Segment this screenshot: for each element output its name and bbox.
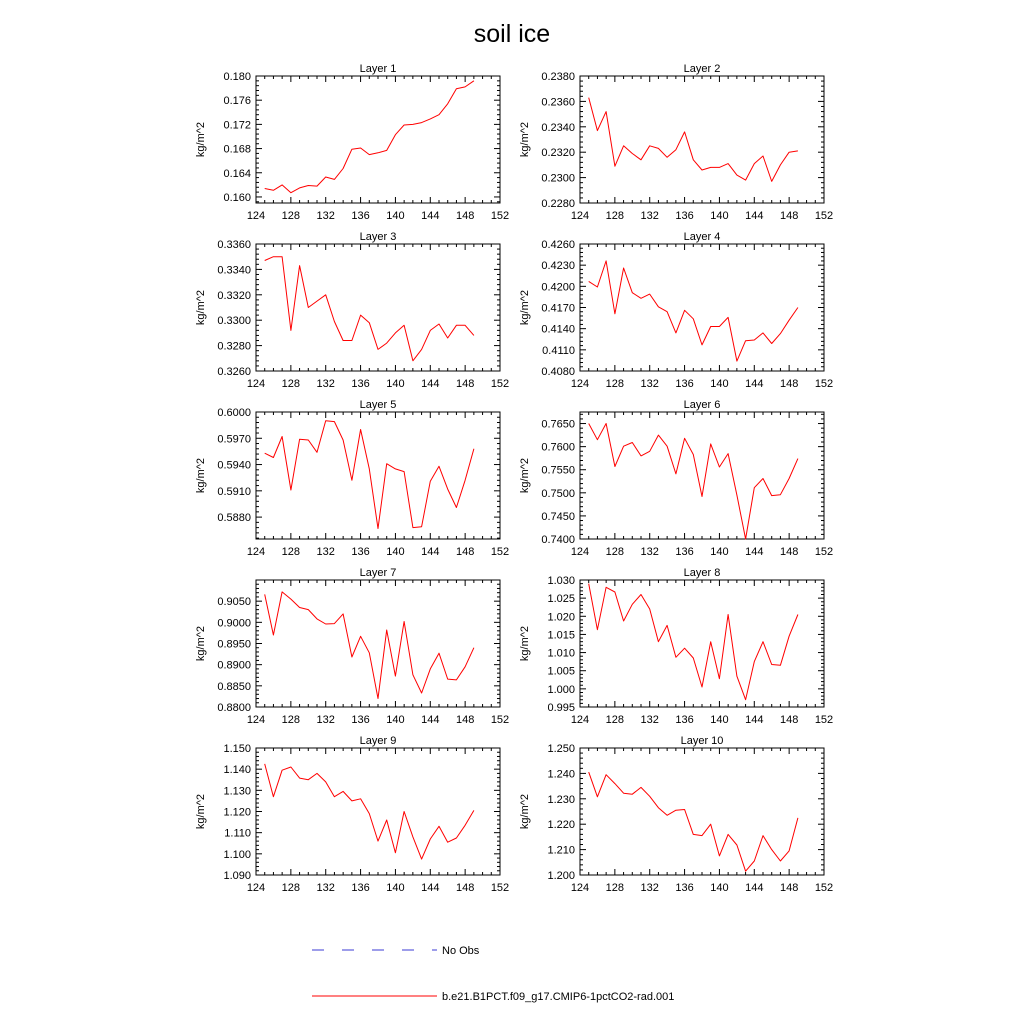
x-tick-label: 144 <box>421 546 440 558</box>
y-tick-label: 0.180 <box>223 71 251 83</box>
y-axis-label: kg/m^2 <box>195 457 207 494</box>
plot-frame <box>580 412 824 539</box>
panel-title: Layer 2 <box>683 63 721 75</box>
x-tick-label: 132 <box>316 378 335 390</box>
x-tick-label: 136 <box>675 378 694 390</box>
x-tick-label: 136 <box>351 378 370 390</box>
x-tick-label: 124 <box>246 714 266 726</box>
y-tick-label: 0.8900 <box>217 659 251 672</box>
panel-layer-5 <box>195 399 509 558</box>
y-axis-label: kg/m^2 <box>195 289 207 326</box>
plot-frame <box>256 580 500 707</box>
series-line <box>589 772 798 871</box>
x-tick-label: 148 <box>779 210 799 222</box>
plot-frame <box>256 412 500 539</box>
x-tick-label: 144 <box>745 378 764 390</box>
panel-layer-3 <box>195 231 509 390</box>
figure-title: soil ice <box>473 20 551 48</box>
y-tick-label: 0.4110 <box>542 344 575 357</box>
y-tick-label: 1.110 <box>224 827 251 840</box>
y-tick-label: 0.7600 <box>541 441 575 454</box>
y-tick-label: 0.3360 <box>217 239 251 251</box>
y-tick-label: 0.7650 <box>541 418 575 431</box>
y-tick-label: 0.2340 <box>541 121 575 134</box>
x-tick-label: 124 <box>246 210 266 222</box>
y-tick-label: 0.5970 <box>217 433 251 446</box>
x-tick-label: 140 <box>710 882 729 894</box>
panel-title: Layer 7 <box>359 567 397 579</box>
x-tick-label: 124 <box>246 378 266 390</box>
legend-label-model: b.e21.B1PCT.f09_g17.CMIP6-1pctCO2-rad.001 <box>442 991 675 1003</box>
y-tick-label: 1.150 <box>223 743 251 755</box>
y-tick-label: 0.4170 <box>541 302 575 315</box>
y-tick-label: 1.100 <box>223 848 251 861</box>
x-tick-label: 136 <box>351 210 370 222</box>
x-tick-label: 144 <box>421 714 440 726</box>
x-tick-label: 152 <box>814 378 834 390</box>
x-tick-label: 136 <box>675 882 694 894</box>
x-tick-label: 124 <box>246 882 266 894</box>
x-tick-label: 148 <box>455 210 475 222</box>
x-tick-label: 128 <box>281 378 301 390</box>
y-tick-label: 1.030 <box>547 575 575 587</box>
y-tick-label: 0.4200 <box>541 281 575 294</box>
x-tick-label: 132 <box>640 546 659 558</box>
x-tick-label: 132 <box>640 714 659 726</box>
x-tick-label: 140 <box>710 378 729 390</box>
panel-layer-10 <box>519 735 833 894</box>
x-tick-label: 132 <box>640 378 659 390</box>
plot-frame <box>580 76 824 203</box>
y-tick-label: 0.2360 <box>541 96 575 109</box>
plot-frame <box>256 76 500 203</box>
series-line <box>265 421 474 529</box>
x-tick-label: 140 <box>386 378 405 390</box>
y-axis-label: kg/m^2 <box>519 457 531 494</box>
x-tick-label: 136 <box>351 882 370 894</box>
x-tick-label: 152 <box>814 714 834 726</box>
x-tick-label: 140 <box>386 714 405 726</box>
x-tick-label: 132 <box>640 210 659 222</box>
x-tick-label: 132 <box>316 546 335 558</box>
y-tick-label: 0.160 <box>223 191 251 204</box>
y-tick-label: 0.8850 <box>217 680 251 693</box>
y-tick-label: 0.3300 <box>217 315 251 328</box>
y-axis-label: kg/m^2 <box>519 625 531 662</box>
panel-layer-4 <box>519 231 833 390</box>
x-tick-label: 140 <box>386 546 405 558</box>
series-line <box>265 764 474 859</box>
y-tick-label: 0.4260 <box>541 239 575 251</box>
y-tick-label: 0.2280 <box>541 198 575 210</box>
x-tick-label: 148 <box>455 546 475 558</box>
y-tick-label: 0.168 <box>223 143 251 156</box>
y-tick-label: 1.230 <box>547 793 575 806</box>
panel-title: Layer 4 <box>683 231 721 243</box>
x-tick-label: 144 <box>745 714 764 726</box>
y-tick-label: 1.120 <box>223 806 251 819</box>
y-tick-label: 1.240 <box>547 768 575 781</box>
x-tick-label: 152 <box>814 210 834 222</box>
x-tick-label: 148 <box>779 882 799 894</box>
y-tick-label: 1.025 <box>547 593 575 606</box>
y-tick-label: 1.250 <box>547 743 575 755</box>
x-tick-label: 124 <box>570 714 590 726</box>
x-tick-label: 132 <box>316 210 335 222</box>
y-tick-label: 0.4080 <box>541 366 575 378</box>
y-axis-label: kg/m^2 <box>195 121 207 158</box>
y-tick-label: 0.995 <box>547 702 575 714</box>
plot-frame <box>580 748 824 875</box>
x-tick-label: 132 <box>640 882 659 894</box>
x-tick-label: 152 <box>490 378 510 390</box>
panel-layer-9 <box>195 735 509 894</box>
x-tick-label: 128 <box>605 546 625 558</box>
plot-frame <box>256 244 500 371</box>
y-tick-label: 0.2320 <box>541 147 575 160</box>
x-tick-label: 144 <box>745 882 764 894</box>
x-tick-label: 152 <box>490 210 510 222</box>
panel-layer-6 <box>519 399 833 558</box>
x-tick-label: 128 <box>281 546 301 558</box>
x-tick-label: 132 <box>316 714 335 726</box>
y-axis-label: kg/m^2 <box>519 793 531 830</box>
x-tick-label: 148 <box>779 714 799 726</box>
x-tick-label: 128 <box>281 714 301 726</box>
y-tick-label: 1.130 <box>223 785 251 798</box>
x-tick-label: 128 <box>281 210 301 222</box>
panel-grid <box>195 63 833 894</box>
x-tick-label: 124 <box>570 378 590 390</box>
panel-title: Layer 3 <box>359 231 397 243</box>
panel-layer-2 <box>519 63 833 222</box>
y-tick-label: 1.015 <box>547 629 575 642</box>
y-tick-label: 0.4140 <box>541 323 575 336</box>
y-axis-label: kg/m^2 <box>195 625 207 662</box>
x-tick-label: 144 <box>745 210 764 222</box>
y-axis-label: kg/m^2 <box>195 793 207 830</box>
y-tick-label: 1.005 <box>547 665 575 678</box>
y-tick-label: 0.3320 <box>217 289 251 302</box>
x-tick-label: 128 <box>605 714 625 726</box>
x-tick-label: 140 <box>386 882 405 894</box>
x-tick-label: 128 <box>605 882 625 894</box>
x-tick-label: 124 <box>246 546 266 558</box>
y-tick-label: 0.164 <box>223 167 251 180</box>
y-tick-label: 0.8950 <box>217 638 251 651</box>
plot-frame <box>256 748 500 875</box>
x-tick-label: 124 <box>570 882 590 894</box>
panel-title: Layer 10 <box>680 735 724 747</box>
y-tick-label: 0.2300 <box>541 172 575 185</box>
panel-title: Layer 6 <box>683 399 721 411</box>
y-tick-label: 0.9050 <box>217 596 251 609</box>
x-tick-label: 152 <box>490 882 510 894</box>
x-tick-label: 132 <box>316 882 335 894</box>
y-tick-label: 0.7500 <box>541 487 575 500</box>
y-tick-label: 0.2380 <box>541 71 575 83</box>
x-tick-label: 152 <box>490 546 510 558</box>
x-tick-label: 140 <box>710 546 729 558</box>
y-tick-label: 0.7400 <box>541 534 575 546</box>
y-tick-label: 1.000 <box>547 683 575 696</box>
y-tick-label: 1.210 <box>547 844 575 857</box>
x-tick-label: 148 <box>455 378 475 390</box>
y-tick-label: 1.200 <box>547 870 575 882</box>
y-tick-label: 0.172 <box>223 119 251 132</box>
y-tick-label: 0.176 <box>223 95 251 108</box>
panel-title: Layer 1 <box>359 63 397 75</box>
x-tick-label: 128 <box>605 210 625 222</box>
x-tick-label: 144 <box>421 882 440 894</box>
y-tick-label: 0.5910 <box>217 485 251 498</box>
y-tick-label: 0.9000 <box>217 617 251 630</box>
panel-layer-7 <box>195 567 509 726</box>
x-tick-label: 144 <box>421 378 440 390</box>
x-tick-label: 136 <box>675 714 694 726</box>
y-tick-label: 0.6000 <box>217 407 251 419</box>
y-tick-label: 0.3260 <box>217 366 251 378</box>
x-tick-label: 148 <box>455 882 475 894</box>
x-tick-label: 136 <box>351 714 370 726</box>
y-tick-label: 0.3280 <box>217 340 251 353</box>
x-tick-label: 152 <box>814 882 834 894</box>
x-tick-label: 124 <box>570 546 590 558</box>
x-tick-label: 136 <box>675 210 694 222</box>
x-tick-label: 152 <box>490 714 510 726</box>
series-line <box>589 584 798 700</box>
y-tick-label: 1.140 <box>223 764 251 777</box>
panel-layer-1 <box>195 63 509 222</box>
panel-title: Layer 8 <box>683 567 721 579</box>
y-tick-label: 0.7450 <box>541 510 575 523</box>
x-tick-label: 144 <box>745 546 764 558</box>
series-line <box>265 81 474 193</box>
x-tick-label: 148 <box>779 546 799 558</box>
legend-label-no-obs: No Obs <box>442 945 480 957</box>
x-tick-label: 136 <box>675 546 694 558</box>
y-tick-label: 0.3340 <box>217 264 251 277</box>
legend <box>312 945 674 1003</box>
y-tick-label: 0.5880 <box>217 512 251 525</box>
x-tick-label: 140 <box>710 210 729 222</box>
series-line <box>589 261 798 361</box>
panel-layer-8 <box>519 567 833 726</box>
series-line <box>589 424 798 540</box>
x-tick-label: 136 <box>351 546 370 558</box>
x-tick-label: 148 <box>455 714 475 726</box>
y-tick-label: 0.4230 <box>541 260 575 273</box>
panel-title: Layer 5 <box>359 399 397 411</box>
x-tick-label: 152 <box>814 546 834 558</box>
panel-title: Layer 9 <box>359 735 397 747</box>
x-tick-label: 148 <box>779 378 799 390</box>
x-tick-label: 124 <box>570 210 590 222</box>
y-tick-label: 1.220 <box>547 819 575 832</box>
y-tick-label: 0.8800 <box>217 702 251 714</box>
x-tick-label: 144 <box>421 210 440 222</box>
x-tick-label: 128 <box>281 882 301 894</box>
series-line <box>265 257 474 361</box>
y-tick-label: 0.7550 <box>541 464 575 477</box>
x-tick-label: 140 <box>386 210 405 222</box>
x-tick-label: 128 <box>605 378 625 390</box>
y-tick-label: 0.5940 <box>217 459 251 472</box>
y-tick-label: 1.010 <box>547 647 575 660</box>
y-axis-label: kg/m^2 <box>519 121 531 158</box>
series-line <box>265 592 474 699</box>
y-tick-label: 1.020 <box>547 611 575 624</box>
series-line <box>589 98 798 182</box>
x-tick-label: 140 <box>710 714 729 726</box>
y-axis-label: kg/m^2 <box>519 289 531 326</box>
y-tick-label: 1.090 <box>223 870 251 882</box>
